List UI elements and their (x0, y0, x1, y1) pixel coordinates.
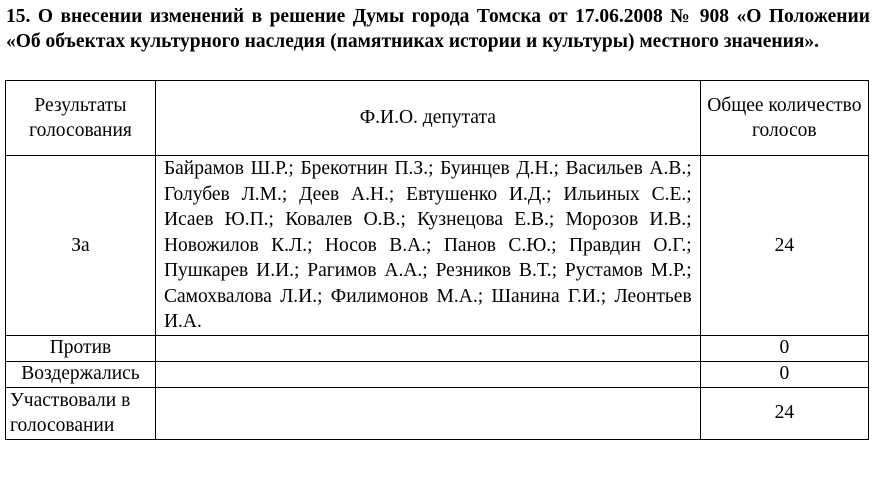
resolution-heading: 15. О внесении изменений в решение Думы города Томска от 17.06.2008 № 908 «О Положении «Об объектах культурного наследия (памятниках истории и культуры) местного значения». (6, 6, 870, 52)
voting-results-table (5, 80, 869, 440)
row-count-for: 24 (700, 156, 868, 336)
row-label-participated (6, 387, 156, 439)
row-names-against (155, 335, 700, 361)
row-names-abstained (155, 361, 700, 387)
row-label-abstained: Воздержались (6, 361, 156, 387)
row-count-against: 0 (700, 335, 868, 361)
participated-label-text: Участвовали в голосовании (10, 389, 131, 436)
table-row (6, 156, 869, 336)
header-results: Результаты голосования (6, 81, 156, 156)
header-total: Общее количество голосов (700, 81, 868, 156)
table-row (6, 361, 869, 387)
row-label-against: Против (6, 335, 156, 361)
table-row (6, 387, 869, 439)
row-names-for: Байрамов Ш.Р.; Брекотнин П.З.; Буинцев Д.Н.; Васильев А.В.; Голубев Л.М.; Деев А.Н.; Евтушенко И.Д.; Ильиных С.Е.; Исаев Ю.П.; Ковалев О.В.; Кузнецова Е.В.; Морозов И.В.; Новожилов К.Л.; Носов В.А.; Панов С.Ю.; Правдин О.Г.; Пушкарев И.И.; Рагимов А.А.; Резников В.Т.; Рустамов М.Р.; Самохвалова Л.И.; Филимонов М.А.; Шанина Г.И.; Леонтьев И.А. (155, 156, 700, 336)
row-label-for: За (6, 156, 156, 336)
row-count-abstained: 0 (700, 361, 868, 387)
table-header-row (6, 81, 869, 156)
table-row (6, 335, 869, 361)
row-names-participated (155, 387, 700, 439)
header-deputies: Ф.И.О. депутата (155, 81, 700, 156)
row-count-participated: 24 (700, 387, 868, 439)
